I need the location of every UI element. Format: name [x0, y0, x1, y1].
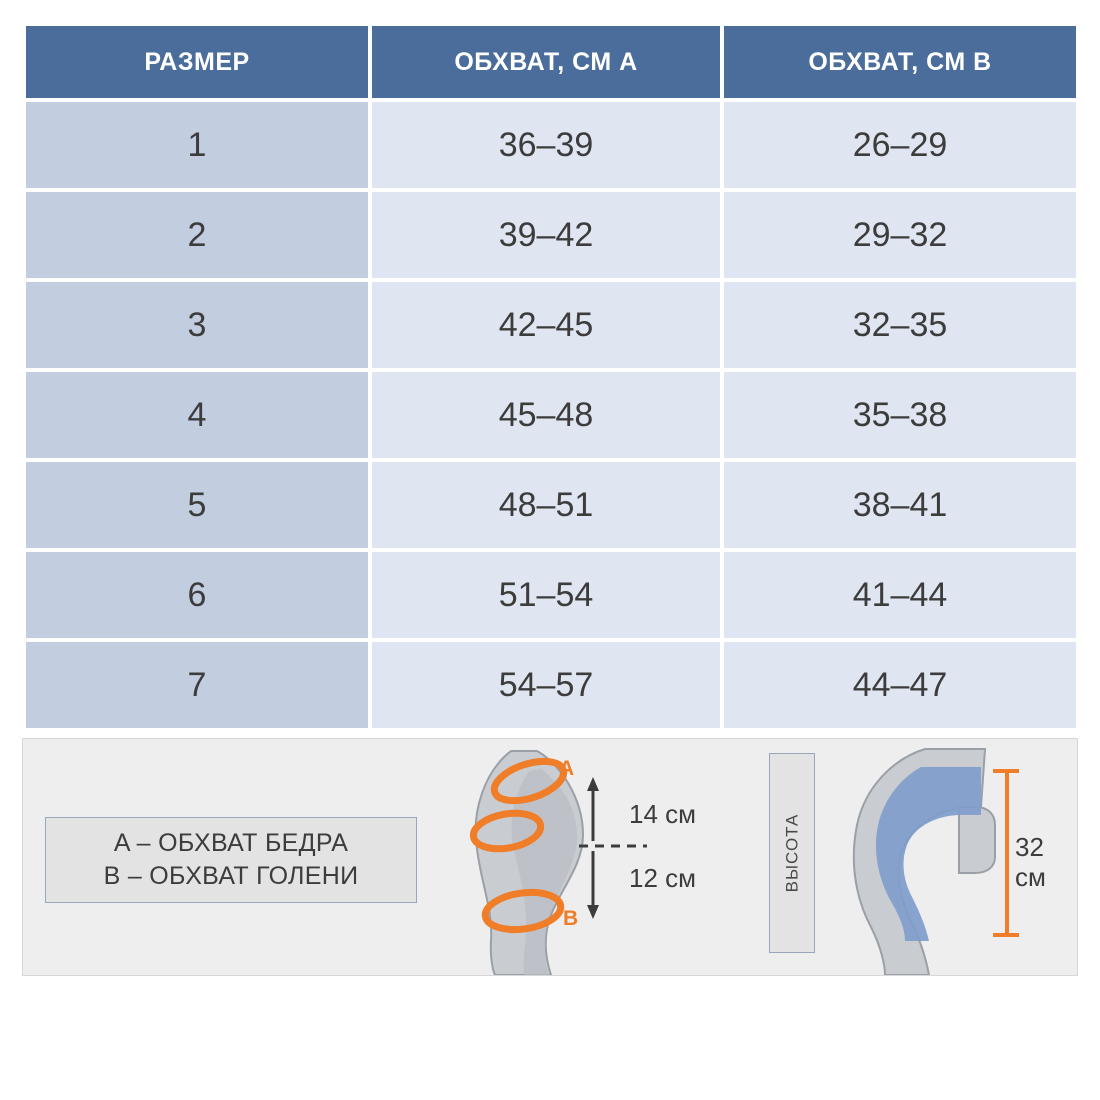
cell-girth-a: 51–54	[372, 552, 720, 638]
cell-girth-b: 29–32	[724, 192, 1076, 278]
cell-girth-a: 45–48	[372, 372, 720, 458]
size-table	[22, 22, 1080, 732]
cell-girth-b: 44–47	[724, 642, 1076, 728]
legend-line-thigh: A – ОБХВАТ БЕДРА	[113, 829, 349, 857]
height-label-box	[769, 753, 815, 953]
cell-girth-b: 26–29	[724, 102, 1076, 188]
brace-height-figure	[753, 745, 1073, 975]
cell-size: 4	[26, 372, 368, 458]
dimension-top-label: 14 см	[629, 799, 697, 829]
table-header-row	[26, 26, 1076, 98]
table-row	[26, 192, 1076, 278]
cell-girth-b: 35–38	[724, 372, 1076, 458]
column-header-girth-b: ОБХВАТ, СМ B	[724, 26, 1076, 98]
cell-size: 3	[26, 282, 368, 368]
cell-girth-b: 32–35	[724, 282, 1076, 368]
cell-girth-a: 39–42	[372, 192, 720, 278]
cell-girth-a: 54–57	[372, 642, 720, 728]
knee-diagram-svg	[433, 745, 753, 975]
brace-height-dimension	[1015, 833, 1046, 893]
legend-panel	[22, 738, 1078, 976]
dimension-bottom-label: 12 см	[629, 863, 697, 893]
cell-girth-a: 42–45	[372, 282, 720, 368]
table-row	[26, 642, 1076, 728]
cell-girth-a: 48–51	[372, 462, 720, 548]
table-row	[26, 372, 1076, 458]
table-row	[26, 462, 1076, 548]
marker-a-label: A	[559, 757, 575, 780]
legend-box	[45, 817, 417, 903]
brace-height-unit: см	[1015, 861, 1046, 892]
table-row	[26, 552, 1076, 638]
cell-size: 7	[26, 642, 368, 728]
cell-size: 5	[26, 462, 368, 548]
legend-line-shin: B – ОБХВАТ ГОЛЕНИ	[103, 862, 359, 890]
brace-height-value: 32	[1015, 832, 1044, 862]
cell-size: 6	[26, 552, 368, 638]
marker-b-label: B	[563, 907, 579, 930]
column-header-girth-a: ОБХВАТ, СМ A	[372, 26, 720, 98]
cell-girth-a: 36–39	[372, 102, 720, 188]
height-label-text: ВЫСОТА	[782, 813, 801, 893]
knee-measure-figure	[433, 745, 753, 975]
cell-girth-b: 38–41	[724, 462, 1076, 548]
cell-girth-b: 41–44	[724, 552, 1076, 638]
table-row	[26, 102, 1076, 188]
column-header-size: РАЗМЕР	[26, 26, 368, 98]
table-row	[26, 282, 1076, 368]
cell-size: 2	[26, 192, 368, 278]
cell-size: 1	[26, 102, 368, 188]
